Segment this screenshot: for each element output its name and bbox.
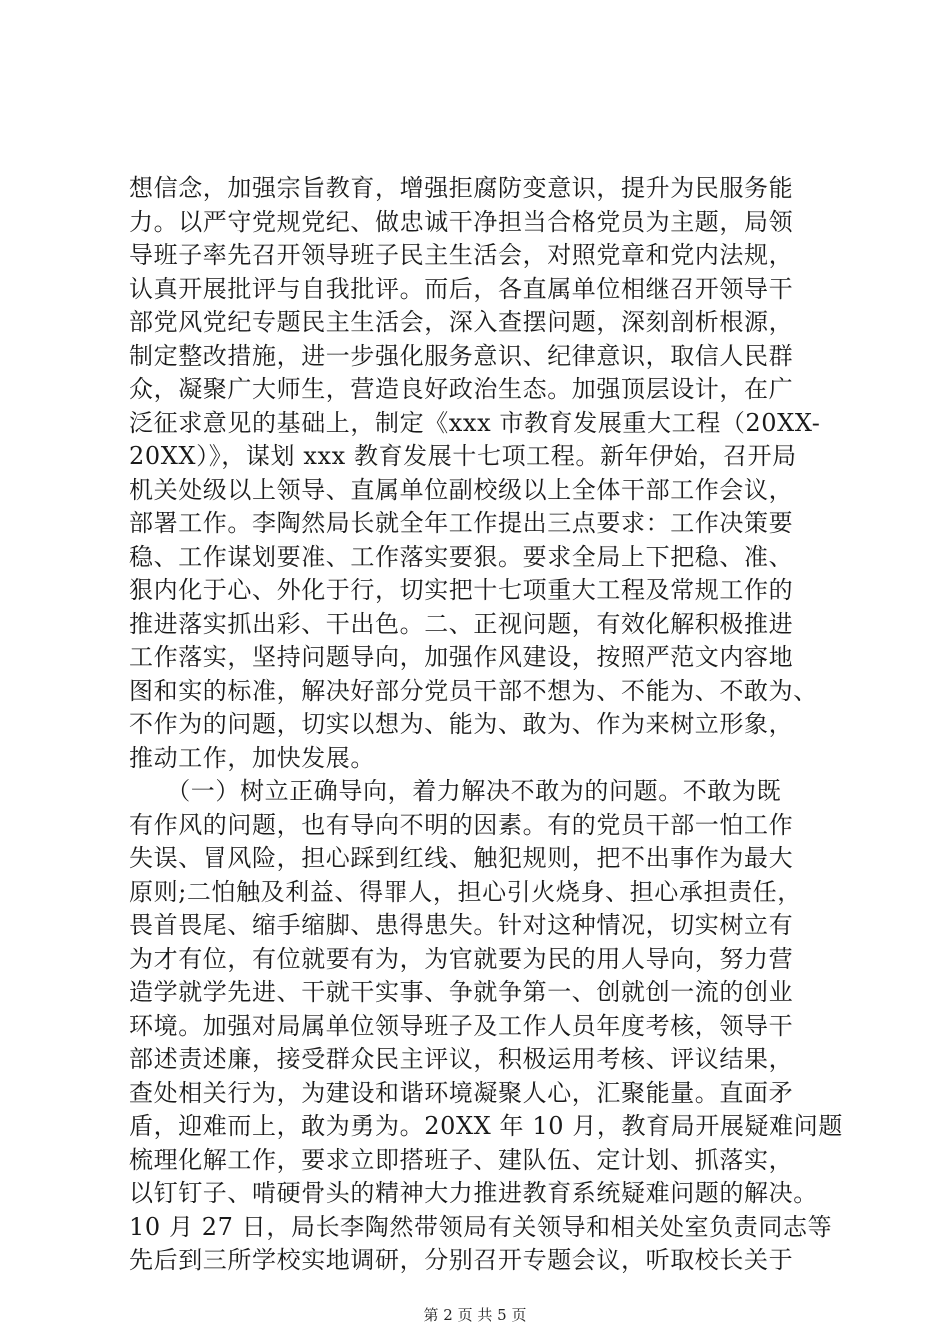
text-line: 以钉钉子、啃硬骨头的精神大力推进教育系统疑难问题的解决。 [129, 1179, 818, 1207]
text-line: 有作风的问题，也有导向不明的因素。有的党员干部一怕工作 [129, 810, 794, 839]
text-line: 众，凝聚广大师生，营造良好政治生态。加强顶层设计，在广 [129, 375, 794, 403]
text-line: 原则;二怕触及利益、得罪人，担心引火烧身、担心承担责任， [129, 877, 802, 906]
text-line: 泛征求意见的基础上，制定《xxx 市教育发展重大工程（20XX- [129, 408, 821, 437]
text-line: 制定整改措施，进一步强化服务意识、纪律意识，取信人民群 [129, 341, 794, 370]
text-line: 盾，迎难而上，敢为勇为。20XX 年 10 月，教育局开展疑难问题 [129, 1112, 843, 1140]
text-line: 稳、工作谋划要准、工作落实要狠。要求全局上下把稳、准、 [129, 542, 794, 571]
text-line: 工作落实，坚持问题导向，加强作风建设，按照严范文内容地 [129, 643, 794, 671]
text-line: 梳理化解工作，要求立即搭班子、建队伍、定计划、抓落实， [129, 1145, 794, 1174]
text-line: 推进落实抓出彩、干出色。二、正视问题，有效化解积极推进 [129, 609, 794, 638]
text-line: 造学就学先进、干就干实事、争就争第一、创就创一流的创业 [129, 978, 794, 1006]
text-line: 推动工作，加快发展。 [129, 743, 375, 772]
text-line: 先后到三所学校实地调研，分别召开专题会议，听取校长关于 [129, 1246, 794, 1274]
text-line: 部署工作。李陶然局长就全年工作提出三点要求：工作决策要 [129, 509, 794, 537]
text-line: 部述责述廉，接受群众民主评议，积极运用考核、评议结果， [129, 1045, 794, 1073]
text-line: 失误、冒风险，担心踩到红线、触犯规则，把不出事作为最大 [129, 844, 794, 872]
text-line: 部党风党纪专题民主生活会，深入查摆问题，深刻剖析根源， [129, 308, 794, 336]
text-line: 狠内化于心、外化于行，切实把十七项重大工程及常规工作的 [129, 576, 794, 604]
text-line: 为才有位，有位就要有为，为官就要为民的用人导向，努力营 [129, 944, 794, 973]
text-line: 想信念，加强宗旨教育，增强拒腐防变意识，提升为民服务能 [129, 174, 794, 202]
text-line: 认真开展批评与自我批评。而后，各直属单位相继召开领导干 [129, 274, 794, 303]
text-line: 20XX）》，谋划 xxx 教育发展十七项工程。新年伊始，召开局 [129, 442, 797, 470]
body-text [129, 172, 843, 1278]
text-line: 10 月 27 日，局长李陶然带领局有关领导和相关处室负责同志等 [129, 1212, 833, 1241]
text-line: 不作为的问题，切实以想为、能为、敢为、作为来树立形象， [129, 710, 794, 738]
text-line: 环境。加强对局属单位领导班子及工作人员年度考核，领导干 [129, 1011, 794, 1040]
text-line: 图和实的标准，解决好部分党员干部不想为、不能为、不敢为、 [129, 676, 818, 705]
text-line: （一）树立正确导向，着力解决不敢为的问题。不敢为既 [129, 777, 782, 805]
text-line: 查处相关行为，为建设和谐环境凝聚人心，汇聚能量。直面矛 [129, 1078, 794, 1107]
page-footer [0, 1304, 950, 1325]
text-line: 力。以严守党规党纪、做忠诚干净担当合格党员为主题，局领 [129, 207, 794, 236]
text-line: 机关处级以上领导、直属单位副校级以上全体干部工作会议， [129, 475, 794, 504]
text-line: 导班子率先召开领导班子民主生活会，对照党章和党内法规， [129, 241, 794, 269]
page-number: 第 2 页 共 5 页 [423, 1306, 527, 1324]
text-line: 畏首畏尾、缩手缩脚、患得患失。针对这种情况，切实树立有 [129, 911, 794, 939]
